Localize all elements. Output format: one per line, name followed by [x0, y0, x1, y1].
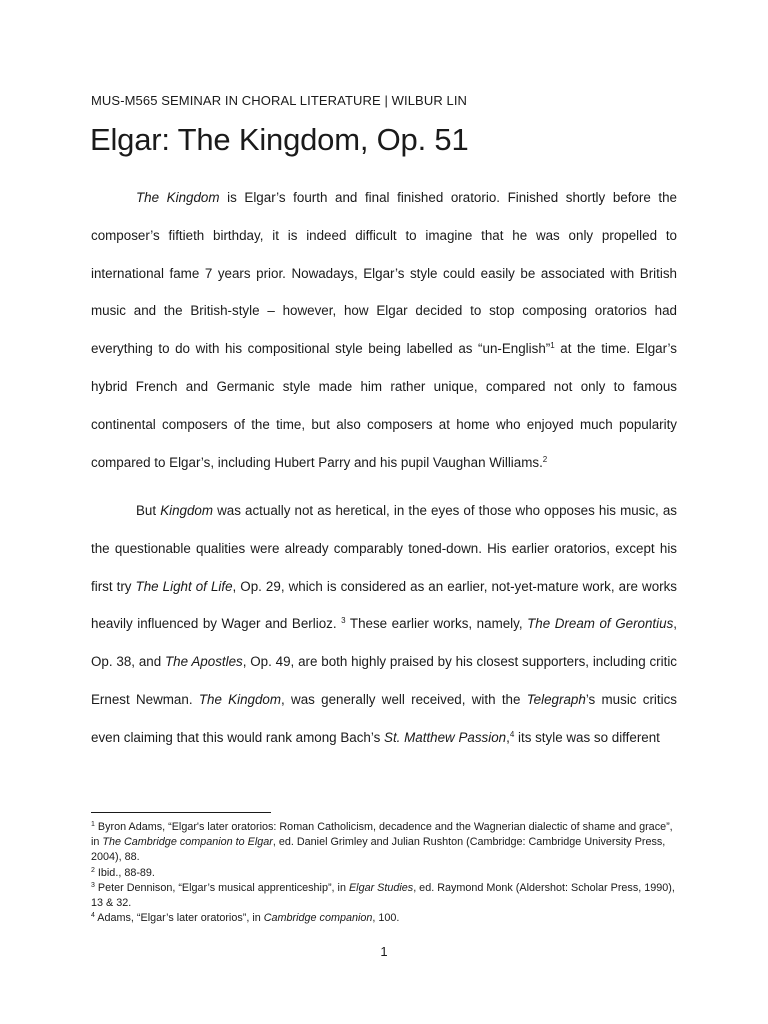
italic-text: Cambridge companion — [263, 912, 373, 925]
text-run: , Op. 38, and — [91, 616, 677, 670]
footnote-text — [91, 882, 675, 909]
text-run: These earlier works, namely, — [345, 616, 528, 632]
italic-text: St. Matthew Passion — [384, 729, 507, 745]
italic-text: The Apostles — [164, 654, 243, 670]
footnote-marker: 4 — [91, 912, 95, 920]
body-paragraph-1 — [91, 179, 677, 481]
text-run: But — [136, 503, 161, 518]
footnote-list — [91, 820, 681, 926]
text-run: was actually not as heretical, in the eyes of those who opposes his music, as the questionable qualities were already comparably toned-down. His earlier oratorios, except his first try — [91, 503, 677, 594]
text-run: Ibid., 88-89. — [94, 866, 155, 879]
page-number: 1 — [380, 944, 388, 959]
text-run: , 100. — [372, 912, 400, 925]
italic-text: The Kingdom — [136, 190, 220, 205]
italic-text: The Cambridge companion to Elgar — [102, 836, 273, 849]
footnote-separator — [91, 812, 271, 813]
footnote-item — [91, 820, 681, 866]
footnote-reference: 4 — [509, 729, 515, 739]
footnote-item — [91, 881, 681, 911]
footnote-reference: 3 — [341, 616, 346, 626]
page-title: Elgar: The Kingdom, Op. 51 — [90, 122, 469, 157]
text-run: , — [506, 729, 510, 745]
footnote-item — [91, 911, 681, 926]
footnote-text — [95, 867, 155, 879]
text-run: , Op. 29, which is considered as an earlier, not-yet-mature work, are works heavily influenced by Wager and Berlioz. — [91, 578, 677, 632]
italic-text: The Kingdom — [198, 691, 282, 707]
footnote-text — [91, 821, 673, 863]
footnote-reference: 2 — [542, 454, 548, 464]
text-run: its style was so different — [514, 729, 660, 745]
text-run: Adams, “Elgar’s later oratorios”, in — [94, 912, 264, 925]
running-head: MUS-M565 SEMINAR IN CHORAL LITERATURE | WILBUR LIN — [91, 93, 468, 108]
italic-text: The Dream of Gerontius — [527, 616, 674, 632]
text-run: at the time. Elgar’s hybrid French and Germanic style made him rather unique, compared not only to famous continental composers of the time, but also composers at home who enjoyed much popularity compared to Elgar’s, including Hubert Parry and his pupil Vaughan Williams. — [91, 341, 677, 470]
italic-text: Elgar Studies — [348, 881, 414, 894]
footnote-marker: 2 — [91, 866, 95, 874]
footnote-marker: 1 — [91, 821, 95, 828]
italic-text: The Light of Life — [135, 578, 233, 594]
footnote-marker: 3 — [91, 881, 95, 889]
text-run: , ed. Raymond Monk (Aldershot: Scholar Press, 1990), 13 & 32. — [91, 881, 675, 910]
text-run: is Elgar’s fourth and final finished oratorio. Finished shortly before the composer’s fiftieth birthday, it is indeed difficult to imagine that he was only propelled to international fame 7 years prior. Nowadays, Elgar’s style could easily be associated with British music and the British-style – however, how Elgar decided to stop composing oratorios had everything to do with his compositional style being labelled as “un-English” — [91, 190, 677, 357]
footnote-reference: 1 — [550, 341, 555, 351]
text-run: ’s music critics even claiming that this would rank among Bach’s — [91, 691, 677, 745]
italic-text: Telegraph — [526, 691, 586, 707]
italic-text: Kingdom — [160, 503, 214, 518]
text-run: , Op. 49, are both highly praised by his closest supporters, including critic Ernest Newman. — [91, 654, 678, 707]
footnote-text — [95, 912, 399, 924]
text-run: Peter Dennison, “Elgar’s musical apprenticeship”, in — [94, 881, 349, 894]
body-paragraph-2 — [91, 492, 677, 757]
footnote-item — [91, 866, 681, 881]
text-run: , was generally well received, with the — [281, 691, 527, 707]
text-run: Byron Adams, “Elgar's later oratorios: Roman Catholicism, decadence and the Wagnerian dialectic of shame and grace”, in — [91, 821, 673, 849]
text-run: , ed. Daniel Grimley and Julian Rushton (Cambridge: Cambridge University Press, 2004), 88. — [91, 836, 666, 864]
